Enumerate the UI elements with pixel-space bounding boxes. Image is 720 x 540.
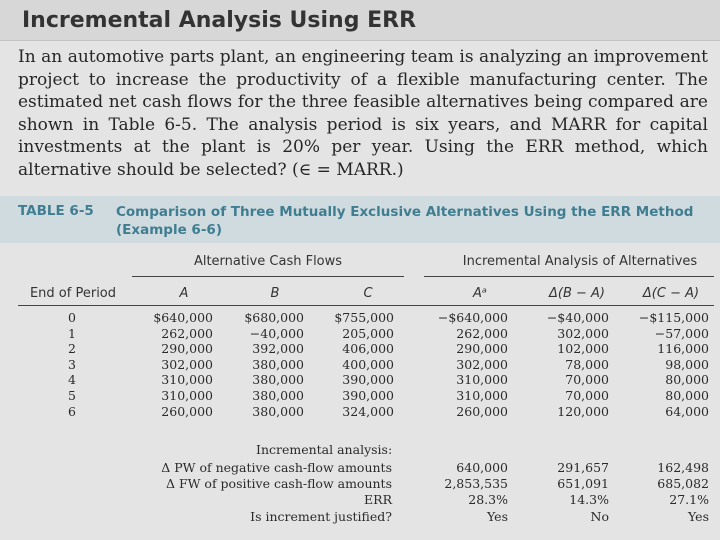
summary-row-label: Δ FW of positive cash-flow amounts (165, 476, 392, 492)
table-cell: $680,000 (244, 310, 304, 325)
table-cell: 80,000 (665, 388, 709, 403)
summary-cell: 2,853,535 (444, 476, 508, 492)
col-head-period: End of Period (29, 286, 117, 301)
table-cell: 310,000 (456, 372, 508, 388)
table-cell: −$640,000 (437, 310, 508, 325)
table-cell: 120,000 (557, 403, 609, 419)
table-caption-band (0, 196, 720, 243)
table-cell: −$40,000 (546, 310, 609, 325)
col-head-a-sup: Aᵃ (473, 286, 487, 301)
table-cell: 324,000 (342, 403, 394, 419)
table-cell: $755,000 (334, 310, 394, 325)
table-cell: 380,000 (252, 388, 304, 403)
table-cell: 390,000 (342, 388, 394, 403)
table-cell: 102,000 (557, 341, 609, 357)
summary-cell: Yes (688, 508, 709, 524)
table-cell: 98,000 (665, 356, 709, 372)
table-cell: 310,000 (456, 388, 508, 403)
table-cell: 290,000 (456, 341, 508, 357)
summary-cell: 14.3% (569, 492, 609, 508)
summary-cell: Yes (487, 508, 508, 524)
table-cell: −$115,000 (638, 310, 709, 325)
period-cell: 6 (68, 403, 76, 419)
col-head-delta-b-a: Δ(B − A) (548, 286, 605, 301)
summary-cell: 685,082 (657, 476, 709, 492)
col-head-delta-c-a: Δ(C − A) (642, 286, 700, 301)
table-cell: 380,000 (252, 372, 304, 388)
group-rule-cash-flows (132, 276, 404, 277)
period-cell: 5 (68, 388, 76, 403)
table-cell: 262,000 (161, 325, 213, 341)
table-cell: $640,000 (153, 310, 213, 325)
period-cell: 0 (68, 310, 76, 325)
table-cell: 310,000 (161, 372, 213, 388)
table-cell: 260,000 (456, 403, 508, 419)
summary-cell: 291,657 (557, 460, 609, 475)
table-cell: 302,000 (456, 356, 508, 372)
table-cell: 302,000 (557, 325, 609, 341)
table-cell: 262,000 (456, 325, 508, 341)
table-cell: 290,000 (161, 341, 213, 357)
summary-cell: 640,000 (456, 460, 508, 475)
period-cell: 3 (68, 356, 76, 372)
table-cell: −57,000 (654, 325, 709, 341)
table-cell: 78,000 (565, 356, 609, 372)
table-cell: 392,000 (252, 341, 304, 357)
period-cell: 4 (68, 372, 76, 388)
summary-heading: Incremental analysis: (256, 442, 393, 457)
title-bar (0, 0, 720, 41)
header-rule (18, 305, 714, 306)
summary-cell: 651,091 (557, 476, 609, 492)
table-cell: 260,000 (161, 403, 213, 419)
table-cell: 400,000 (342, 356, 394, 372)
group-header-cash-flows: Alternative Cash Flows (193, 254, 343, 269)
table-cell: 310,000 (161, 388, 213, 403)
summary-cell: 162,498 (657, 460, 709, 475)
problem-statement: In an automotive parts plant, an engineering team is analyzing an improvement project to increase the productivity of a flexible manufacturing center. The estimated net cash flows for the three feasible alternatives being compared are shown in Table 6-5. The analysis period is six years, and MARR for capital investments at the plant is 20% per year. Using the ERR method, which alternative should be selected? (∈ = MARR.) (18, 47, 708, 180)
group-header-incremental: Incremental Analysis of Alternatives (462, 254, 698, 269)
period-cell: 1 (68, 325, 76, 341)
col-head-b: B (270, 286, 280, 301)
table-cell: 64,000 (665, 403, 709, 419)
slide-title: Incremental Analysis Using ERR (22, 8, 417, 33)
summary-cell: 28.3% (468, 492, 508, 508)
table-caption: Comparison of Three Mutually Exclusive Alternatives Using the ERR Method (Example 6-6) (116, 204, 694, 238)
table-cell: 406,000 (342, 341, 394, 357)
table-cell: 70,000 (565, 372, 609, 388)
summary-row-label: ERR (364, 492, 392, 508)
table-cell: 205,000 (342, 325, 394, 341)
table-cell: 302,000 (161, 356, 213, 372)
table-label: TABLE 6-5 (18, 203, 94, 219)
col-head-c: C (363, 286, 373, 301)
table-cell: 390,000 (342, 372, 394, 388)
table-cell: −40,000 (249, 325, 304, 341)
col-head-a: A (179, 286, 189, 301)
table-cell: 80,000 (665, 372, 709, 388)
summary-row-label: Is increment justified? (250, 508, 392, 524)
group-rule-incremental (424, 276, 714, 277)
summary-cell: No (590, 508, 609, 524)
table-cell: 70,000 (565, 388, 609, 403)
table-cell: 380,000 (252, 356, 304, 372)
table-cell: 116,000 (657, 341, 709, 357)
summary-row-label: Δ PW of negative cash-flow amounts (161, 460, 392, 475)
period-cell: 2 (68, 341, 76, 357)
summary-cell: 27.1% (669, 492, 709, 508)
table-cell: 380,000 (252, 403, 304, 419)
